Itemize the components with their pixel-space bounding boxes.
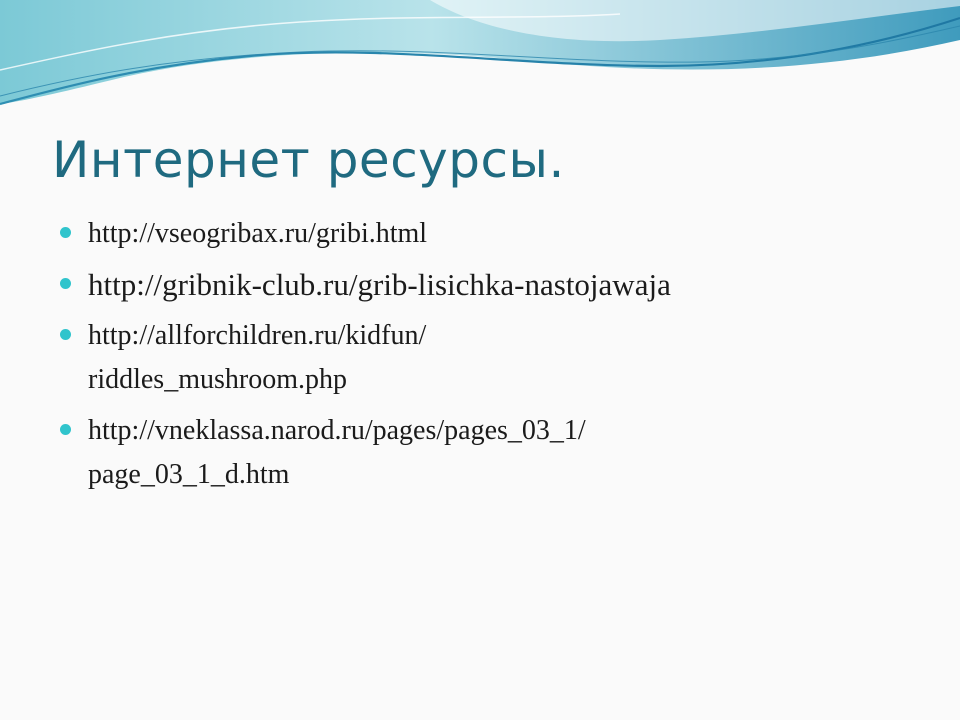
link-text: http://vseogribax.ru/gribi.html [88,218,428,249]
slide-title: Интернет ресурсы. [52,131,565,189]
link-text: http://gribnik-club.ru/grib-lisichka-nastojawaja [88,267,671,302]
link-text: http://vneklassa.narod.ru/pages/pages_03_1/ [88,415,586,446]
header-wave-decoration [0,0,960,140]
list-item [60,212,920,256]
link-list [60,212,920,504]
link-text-continued: page_03_1_d.htm [88,459,290,490]
bullet-dot-icon [60,329,71,340]
bullet-dot-icon [60,424,71,435]
list-item [60,263,920,307]
list-item [60,409,920,497]
link-text: http://allforchildren.ru/kidfun/ [88,320,427,351]
bullet-dot-icon [60,278,71,289]
list-item [60,314,920,402]
link-text-continued: riddles_mushroom.php [88,364,347,395]
bullet-dot-icon [60,227,71,238]
